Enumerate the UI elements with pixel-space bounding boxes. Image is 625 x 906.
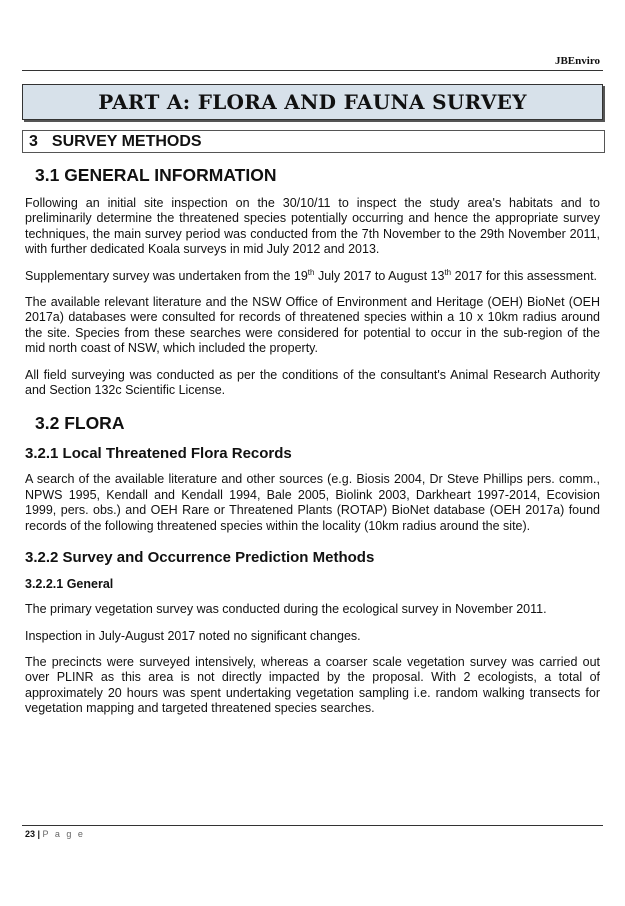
header-brand: JBEnviro xyxy=(554,55,600,67)
paragraph: The available relevant literature and the NSW Office of Environment and Heritage (OEH) BioNet (OEH 2017a) databases were consulted for records of threatened species within a 10 x 10km radius around the site. Species from these searches were considered for potential to occur in the sub-region of the mid north coast of NSW, which included the property. xyxy=(25,295,600,356)
paragraph-supplementary: Supplementary survey was undertaken from the 19th July 2017 to August 13th 2017 for this assessment. xyxy=(25,267,598,283)
paragraph: A search of the available literature and other sources (e.g. Biosis 2004, Dr Steve Phillips pers. comm., NPWS 1995, Kendall and Kendall 1994, Bale 2005, Biolink 2003, Darkheart 1997-2014, Ecovision 1999, pers. obs.) and OEH Rare or Threatened Plants (ROTAP) BioNet database (OEH 2017a) found records of the following threatened species within the locality (10km radius around the site). xyxy=(25,472,600,533)
heading-3-2-1: 3.2.1 Local Threatened Flora Records xyxy=(25,445,292,463)
paragraph: Inspection in July-August 2017 noted no significant changes. xyxy=(25,628,361,643)
footer-rule xyxy=(22,825,603,826)
page-number: 23 xyxy=(25,829,36,839)
part-banner-title: PART A: FLORA AND FAUNA SURVEY xyxy=(98,90,527,114)
section-heading-box xyxy=(22,130,605,153)
section-number: 3 xyxy=(29,132,38,150)
section-title: SURVEY METHODS xyxy=(51,132,202,150)
part-banner xyxy=(22,84,603,120)
page-body xyxy=(25,164,600,728)
page-label: P a g e xyxy=(42,829,85,839)
heading-3-1: 3.1 GENERAL INFORMATION xyxy=(35,165,277,185)
footer-separator: | xyxy=(35,829,43,839)
paragraph: All field surveying was conducted as per the conditions of the consultant's Animal Research Authority and Section 132c Scientific License. xyxy=(25,367,600,398)
page-footer xyxy=(25,829,85,839)
heading-3-2-2: 3.2.2 Survey and Occurrence Prediction Methods xyxy=(25,549,375,567)
paragraph: The precincts were surveyed intensively, whereas a coarser scale vegetation survey was carried out over PLINR as this area is not directly impacted by the proposal. With 2 ecologists, a total of approximately 20 hours was spent undertaking vegetation sampling i.e. random walking transects for vegetation mapping and targeted threatened species searches. xyxy=(25,654,600,716)
header-rule xyxy=(22,70,603,71)
paragraph: Following an initial site inspection on the 30/10/11 to inspect the study area's habitats and to preliminarily determine the threatened species potentially occurring and hence the appropriate survey techniques, the main survey period was conducted from the 7th November to the 29th November 2011, with further dedicated Koala surveys in mid July 2012 and 2013. xyxy=(25,196,600,257)
heading-3-2-2-1: 3.2.2.1 General xyxy=(25,577,114,592)
heading-3-2: 3.2 FLORA xyxy=(35,413,125,434)
paragraph: The primary vegetation survey was conducted during the ecological survey in November 2011. xyxy=(25,602,547,617)
